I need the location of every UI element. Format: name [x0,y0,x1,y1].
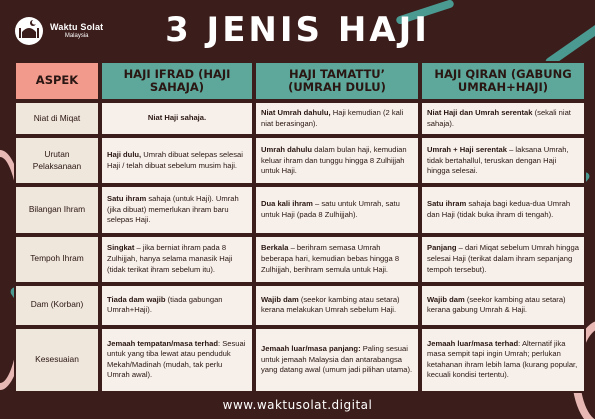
cell-tamattu [254,101,420,136]
cell-text: Paling sesuai untuk jemaah Malaysia dan antarabangsa yang datang awal (umum jadi pilihan utama). [261,343,413,375]
cell-qiran [420,284,586,327]
cell-qiran [420,235,586,284]
cell-bold-text: Tiada dam wajib [107,294,166,304]
cell-ifrad [100,284,254,327]
cell-text: Haji kemudian (2 kali niat berasingan). [261,108,404,128]
header-aspek: ASPEK [14,61,100,101]
table-row [14,136,586,185]
cell-bold-text: Umrah dahulu [261,144,313,154]
row-label: Niat di Miqat [14,101,100,136]
cell-bold-text: Haji dulu, [107,150,142,160]
cell-bold-text: Niat Haji sahaja. [147,113,207,123]
cell-text: – dari Miqat sebelum Umrah hingga selesai Haji (terikat dalam ihram sepanjang tempoh tersebut). [427,243,579,274]
cell-qiran [420,185,586,234]
cell-text: (sekali niat sahaja). [427,108,571,128]
comparison-table-container [14,61,586,393]
cell-bold-text: Niat Umrah dahulu, [261,108,331,118]
row-label: Dam (Korban) [14,284,100,327]
cell-bold-text: Jemaah tempatan/masa terhad [107,338,218,348]
cell-text: Umrah dibuat selepas selesai Haji / telah dibuat sebelum musim haji. [107,150,243,170]
table-row [14,284,586,327]
table-row [14,101,586,136]
cell-text: sahaja bagi kedua-dua Umrah dan Haji (tidak buka ihram di tengah). [427,199,571,220]
cell-ifrad [100,136,254,185]
cell-text: (tiada gabungan Umrah+Haji). [107,294,223,315]
cell-bold-text: Wajib dam [261,294,299,304]
cell-tamattu [254,235,420,284]
cell-text: : Alternatif jika masa sempit tapi ingin Umrah; perlukan ketahanan ihram lebih lama (kurang popular, kecuali kondisi tertentu). [427,338,578,380]
cell-ifrad [100,185,254,234]
cell-text: : Sesuai untuk yang tiba lewat atau penduduk Mekah/Madinah (mudah, tak perlu Umrah awal). [107,338,246,380]
cell-bold-text: Jemaah luar/masa terhad [427,338,519,348]
header-haji-ifrad: HAJI IFRAD (HAJI SAHAJA) [100,61,254,101]
table-row [14,327,586,393]
cell-tamattu [254,327,420,393]
cell-text: dalam bulan haji, kemudian keluar ihram dan tunggu hingga 8 Zulhijjah untuk Haji. [261,144,407,176]
logo-name: Waktu Solat [50,22,104,32]
cell-qiran [420,327,586,393]
row-label: Tempoh Ihram [14,235,100,284]
cell-bold-text: Umrah + Haji serentak [427,144,507,154]
cell-bold-text: Dua kali ihram [261,199,313,209]
cell-ifrad [100,327,254,393]
cell-text: – laksana Umrah, tidak bertahallul, teruskan dengan Haji hingga selesai. [427,144,569,176]
cell-bold-text: Satu ihram [107,194,147,204]
cell-tamattu [254,136,420,185]
cell-bold-text: Jemaah luar/masa panjang: [261,343,361,353]
row-label: Kesesuaian [14,327,100,393]
cell-bold-text: Wajib dam [427,294,465,304]
cell-qiran [420,136,586,185]
logo-subtitle: Malaysia [64,33,89,39]
table-row [14,235,586,284]
cell-text: – jika berniat ihram pada 8 Zulhijjah, hanya selama manasik Haji (tidak terikat ihram sebelum itu). [107,243,233,274]
cell-text: (seekor kambing atau setara) kerana melakukan Umrah sebelum Haji. [261,294,400,315]
comparison-table [14,61,586,393]
cell-text: (seekor kambing atau setara) kerana gabung Umrah & Haji. [427,294,566,315]
table-header-row [14,61,586,101]
cell-qiran [420,101,586,136]
cell-text: sahaja (untuk Haji). Umrah (jika dibuat) memerlukan ihram baru selepas Haji. [107,194,239,225]
row-label: Urutan Pelaksanaan [14,136,100,185]
cell-tamattu [254,185,420,234]
page-title: 3 JENIS HAJI [165,10,430,50]
cell-text: – berihram semasa Umrah beberapa hari, kemudian bebas hingga 8 Zulhijjah, berihram semula untuk Haji. [261,243,400,274]
cell-text: – satu untuk Umrah, satu untuk Haji (pada 8 Zulhijjah). [261,199,400,220]
cell-tamattu [254,284,420,327]
cell-bold-text: Berkala [261,243,289,253]
cell-ifrad [100,235,254,284]
website-link[interactable]: www.waktusolat.digital [222,398,373,412]
cell-bold-text: Satu ihram [427,199,467,209]
header-haji-tamattu: HAJI TAMATTU’ (UMRAH DULU) [254,61,420,101]
table-row [14,185,586,234]
cell-bold-text: Panjang [427,243,457,253]
cell-ifrad [100,101,254,136]
cell-bold-text: Singkat [107,243,135,253]
row-label: Bilangan Ihram [14,185,100,234]
header-haji-qiran: HAJI QIRAN (GABUNG UMRAH+HAJI) [420,61,586,101]
cell-bold-text: Niat Haji dan Umrah serentak [427,108,533,118]
